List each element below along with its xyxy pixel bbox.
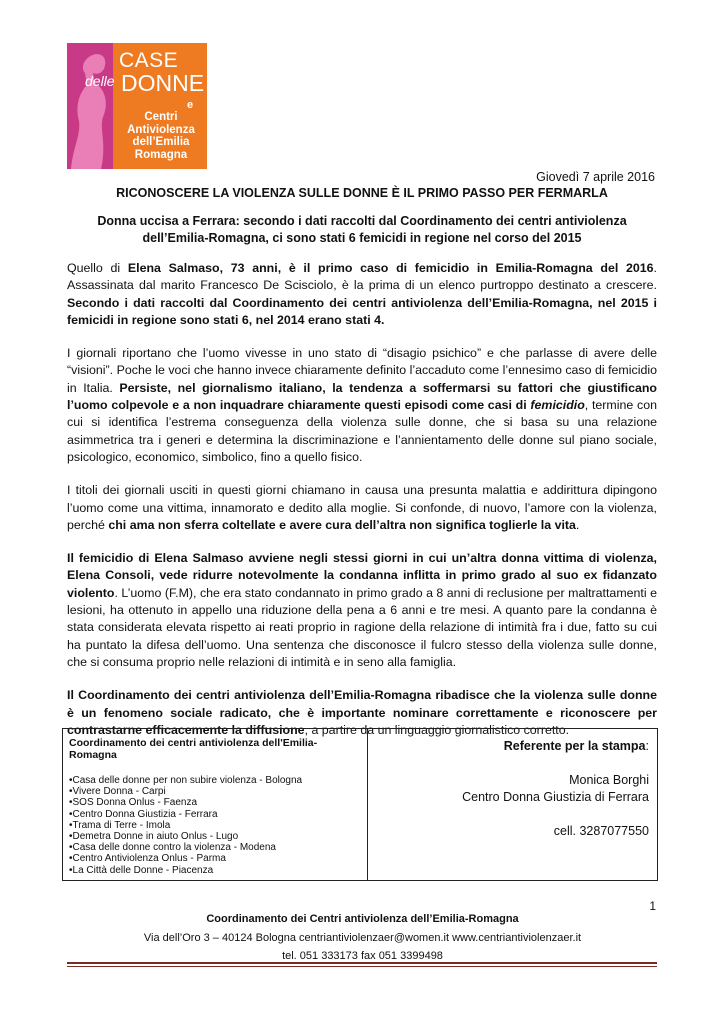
logo-text-donne: DONNE [121,70,205,96]
logo-text-centri: Centri Antiviolenza dell’Emilia Romagna [127,111,195,161]
press-contact-cell [368,729,658,881]
logo-text-e: e [187,99,194,111]
organization-logo [67,43,207,169]
list-item: • Demetra Donne in aiuto Onlus - Lugo [69,831,361,842]
p5-text: , a partire da un linguaggio giornalistico corretto. [304,722,570,737]
footer-address: Via dell’Oro 3 – 40124 Bologna centriantiviolenzaer@women.it www.centriantiviolenzaer.it [143,932,582,944]
p1-text: . Assassinata dal marito Francesco De Scisciolo, è la prima di un elenco purtroppo destinato a crescere. [67,261,657,293]
footer-contacts: tel. 051 333173 fax 051 3399498 [282,950,443,962]
press-contact-colon: : [645,739,649,753]
centers-list [69,775,361,876]
list-item: • Centro Antiviolenza Onlus - Parma [69,853,361,864]
document-title: RICONOSCERE LA VIOLENZA SULLE DONNE È IL PRIMO PASSO PER FERMARLA [116,186,608,200]
list-item: • Centro Donna Giustizia - Ferrara [69,809,361,820]
p1-text: Quello di [67,261,128,275]
p2-text: , termine con cui si identifica l’estrema conseguenza della violenza sulle donne, che si basa su una relazione asimmetrica tra i generi e determina la discriminazione e l’annientamento delle donne sul piano sociale, psicologico, economico, simbolico, fino a quello fisico. [67,398,657,464]
article-body [67,260,657,739]
press-contact-label: Referente per la stampa [503,739,646,753]
list-item: • Casa delle donne contro la violenza - Modena [69,842,361,853]
paragraph-1 [67,260,657,329]
list-item: • SOS Donna Onlus - Faenza [69,797,361,808]
footer-rule-thin [67,966,657,967]
document-subtitle: Donna uccisa a Ferrara: secondo i dati raccolti dal Coordinamento dei centri antiviolenza dell’Emilia-Romagna, ci sono stati 6 femicidi in regione nel corso del 2015 [97,214,627,245]
page-number: 1 [649,899,656,913]
press-contact-centre: Centro Donna Giustizia di Ferrara [462,790,649,804]
p1-bold: Secondo i dati raccolti dal Coordinamento dei centri antiviolenza dell’Emilia-Romagna, nel 2015 i femicidi in regione sono stati 6, nel 2014 erano stati 4. [67,295,657,327]
logo-text-case: CASE [119,49,179,72]
p2-bold-italic: femicidio [530,398,585,413]
p4-bold: Il femicidio di Elena Salmaso avviene negli stessi giorni in cui un’altra donna vittima di violenza, Elena Consoli, vede ridurre notevolmente la condanna inflitta in primo grado al suo ex fidanzato violento [67,551,657,600]
press-contact-name: Monica Borghi [569,773,649,787]
logo-text-delle: delle [85,73,115,89]
p4-text: . L’uomo (F.M), che era stato condannato in primo grado a 8 anni di reclusione per maltrattamenti e lesioni, ha ottenuto in appello una riduzione della pena a 6 anni e tre mesi. A quanto pare la condanna è stata considerata elevata rispetto ai reati proprio in ragione della relazione di intimità fra i due, fatto su cui ha puntato la difesa dell’uomo. Una sentenza che disconosce il fulcro stesso della violenza sulle donne, che si consuma proprio nelle relazioni di intimità e in seno alla famiglia. [67,585,657,669]
p1-bold: Elena Salmaso, 73 anni, è il primo caso di femicidio in Emilia-Romagna del 2016 [127,261,654,275]
p3-text: . [575,517,580,532]
p3-text: I titoli dei giornali usciti in questi giorni chiamano in causa una presunta malattia e addirittura dipingono l’uomo come una vittima, innamorato e dedito alla moglie. Si confonde, di nuovo, l’amore con la violenza, perché [67,483,657,532]
p2-bold: Persiste, nel giornalismo italiano, la tendenza a soffermarsi su fattori che giustificano l’uomo colpevole e a non inquadrare chiaramente questi episodi come casi di [67,380,658,413]
list-item: • Trama di Terre - Imola [69,820,361,831]
paragraph-3 [67,482,657,534]
footer-rule-thick [67,962,657,964]
centers-cell [63,729,368,881]
paragraph-2 [67,345,657,466]
contact-table [62,728,658,881]
coordination-title: Coordinamento dei centri antiviolenza dell'Emilia-Romagna [69,737,318,761]
press-contact-phone: cell. 3287077550 [553,824,649,838]
p3-bold: chi ama non sferra coltellate e avere cura dell’altra non significa toglierle la vita [108,517,576,532]
woman-silhouette-icon [67,43,127,169]
paragraph-4 [67,550,657,671]
list-item: • La Città delle Donne - Piacenza [69,865,361,876]
list-item: • Vivere Donna - Carpi [69,786,361,797]
list-item: • Casa delle donne per non subire violenza - Bologna [69,775,361,786]
footer-organization: Coordinamento dei Centri antiviolenza dell’Emilia-Romagna [206,913,519,925]
p2-text: I giornali riportano che l’uomo vivesse in uno stato di “disagio psichico” e che parlasse di avere delle “visioni”. Poche le voci che hanno invece chiaramente definito l’accaduto come l’ennesimo caso di femicidio in Italia. [67,346,657,395]
document-date: Giovedì 7 aprile 2016 [536,170,655,184]
p5-bold: Il Coordinamento dei centri antiviolenza dell’Emilia-Romagna ribadisce che la violenza sulle donne è un fenomeno sociale radicato, che è importante nominare correttamente e riconoscere per contrastarne efficacemente la diffusione [67,688,657,737]
